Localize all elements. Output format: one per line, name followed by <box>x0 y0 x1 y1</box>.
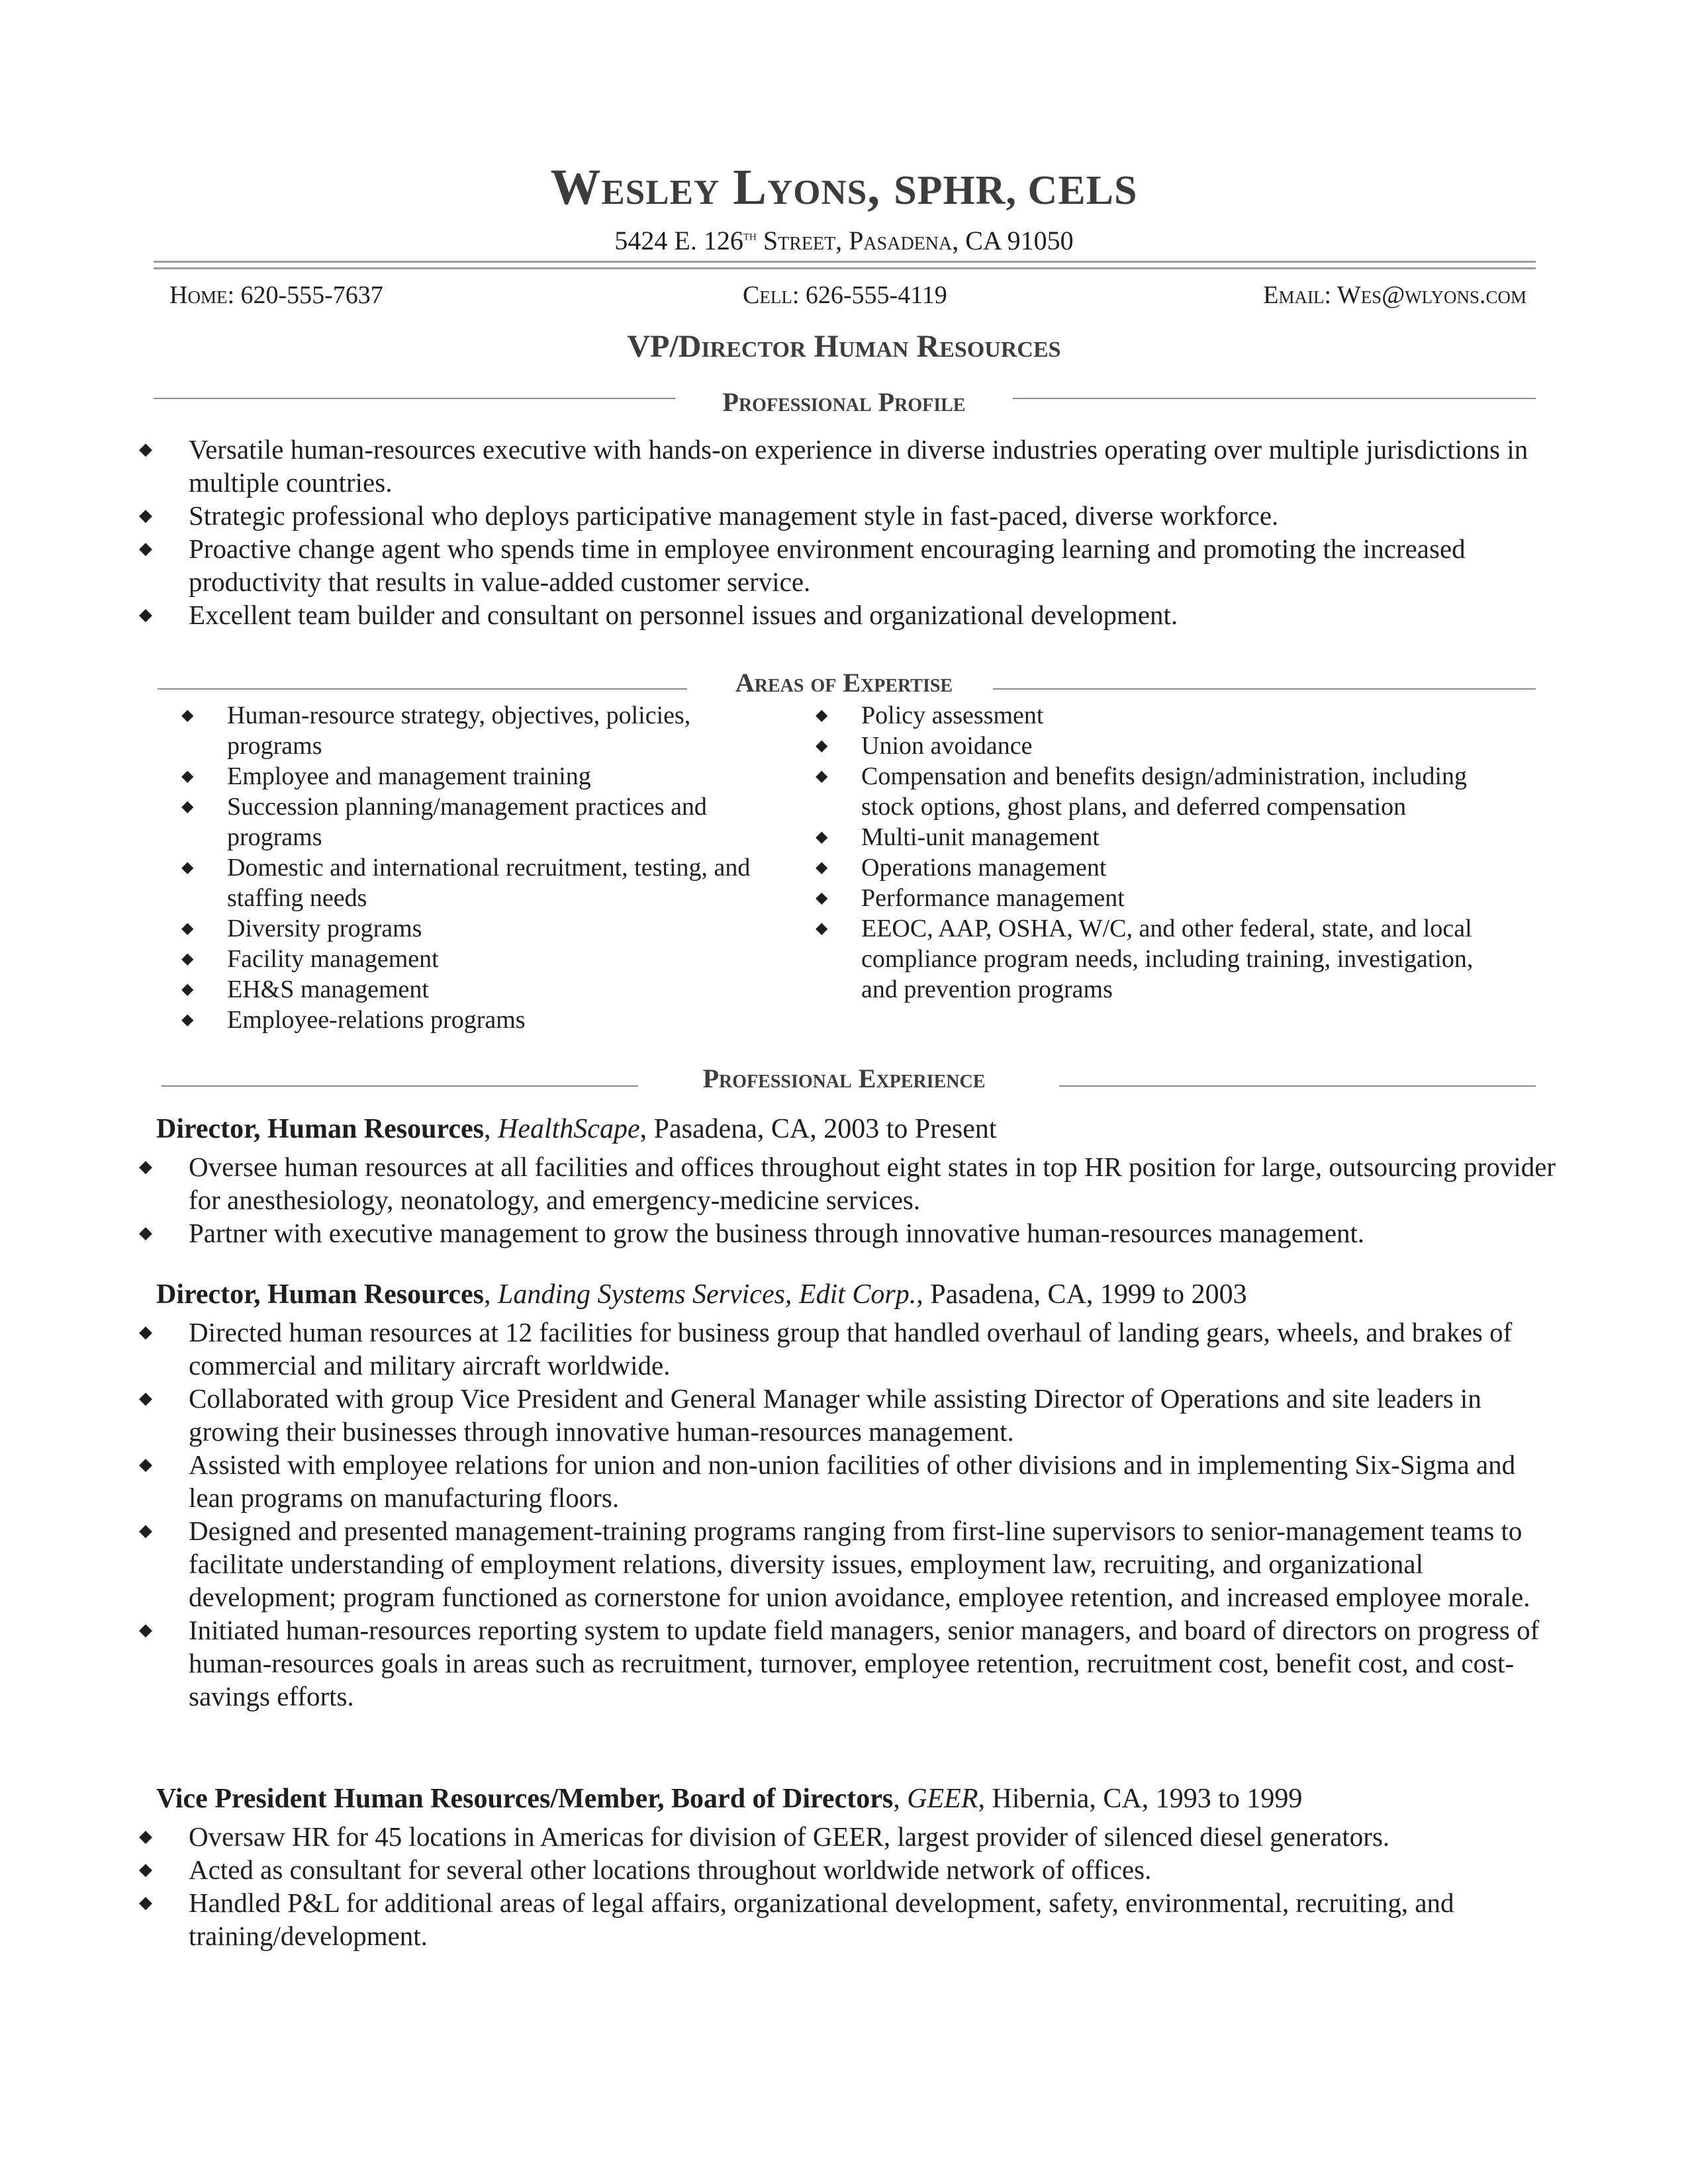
list-item <box>816 731 1511 761</box>
job-company: GEER <box>907 1784 978 1814</box>
list-item <box>181 1005 764 1035</box>
cell-phone: Cell: 626-555-4119 <box>743 281 947 309</box>
list-item <box>816 822 1511 852</box>
list-item <box>139 1316 1562 1382</box>
list-item-text: Facility management <box>227 945 439 973</box>
list-item-text: Acted as consultant for several other locations throughout worldwide network of offices. <box>189 1854 1152 1885</box>
list-item-text: Employee and management training <box>227 762 591 790</box>
list-item-text: Compensation and benefits design/administration, including stock options, ghost plans, and deferred compensation <box>861 762 1468 821</box>
list-item <box>139 1382 1562 1448</box>
job-heading <box>156 1783 1302 1815</box>
diamond-bullet-icon: ◆ <box>816 768 828 785</box>
profile-list <box>139 433 1549 631</box>
expertise-list-right <box>816 700 1511 1005</box>
list-item-text: Oversaw HR for 45 locations in Americas for division of GEER, largest provider of silenced diesel generators. <box>189 1821 1390 1852</box>
diamond-bullet-icon: ◆ <box>816 859 828 876</box>
job-details: , Hibernia, CA, 1993 to 1999 <box>978 1784 1303 1814</box>
list-item-text: Directed human resources at 12 facilities for business group that handled overhaul of landing gears, wheels, and brakes of commercial and military aircraft worldwide. <box>189 1317 1513 1381</box>
header-rule-top <box>154 261 1536 263</box>
job-title: Director, Human Resources <box>156 1114 484 1144</box>
list-item-text: Domestic and international recruitment, testing, and staffing needs <box>227 854 751 912</box>
list-item-text: Proactive change agent who spends time in employee environment encouraging learning and promoting the increased productivity that results in value-added customer service. <box>189 533 1466 597</box>
list-item-text: Handled P&L for additional areas of legal affairs, organizational development, safety, environmental, recruiting, and training/development. <box>189 1888 1454 1951</box>
job-bullets <box>139 1150 1562 1250</box>
diamond-bullet-icon: ◆ <box>139 539 152 558</box>
list-item <box>139 598 1549 631</box>
diamond-bullet-icon: ◆ <box>181 981 194 998</box>
list-item-text: Employee-relations programs <box>227 1006 526 1034</box>
list-item-text: Operations management <box>861 854 1107 882</box>
job-title: Director, Human Resources <box>156 1279 484 1310</box>
candidate-name: Wesley Lyons, <box>550 159 881 215</box>
job-bullets <box>139 1316 1562 1713</box>
list-item <box>139 1216 1562 1250</box>
list-item <box>139 1514 1562 1614</box>
header-rule-bottom <box>154 267 1536 269</box>
list-item-text: Diversity programs <box>227 915 422 942</box>
expertise-list-left <box>181 700 764 1035</box>
list-item-text: Excellent team builder and consultant on personnel issues and organizational development. <box>189 600 1178 630</box>
list-item <box>816 883 1511 913</box>
list-item <box>139 1448 1562 1514</box>
address-line <box>0 225 1688 256</box>
address-start: 5424 E. 126 <box>614 226 743 255</box>
list-item <box>139 1150 1562 1216</box>
job-title: Vice President Human Resources/Member, Board of Directors <box>156 1784 894 1814</box>
diamond-bullet-icon: ◆ <box>181 768 194 785</box>
list-item-text: Strategic professional who deploys participative management style in fast-paced, diverse workforce. <box>189 500 1279 531</box>
list-item <box>181 761 764 792</box>
list-item <box>181 913 764 944</box>
list-item <box>181 700 764 761</box>
list-item <box>139 532 1549 598</box>
diamond-bullet-icon: ◆ <box>139 1860 152 1879</box>
list-item <box>139 1886 1562 1952</box>
diamond-bullet-icon: ◆ <box>139 1620 152 1639</box>
job-heading <box>156 1113 997 1145</box>
diamond-bullet-icon: ◆ <box>139 1223 152 1242</box>
job-company: HealthScape <box>498 1114 640 1144</box>
list-item <box>816 700 1511 731</box>
job-heading <box>156 1279 1247 1310</box>
list-item-text: EH&S management <box>227 976 429 1003</box>
job-title-separator: , <box>484 1279 498 1310</box>
list-item-text: Initiated human-resources reporting system to update field managers, senior managers, and board of directors on progress of human-resources goals in areas such as recruitment, turnover, employee retention, recruitment cost, benefit cost, and cost-savings efforts. <box>189 1615 1540 1711</box>
diamond-bullet-icon: ◆ <box>816 920 828 937</box>
list-item-text: Succession planning/management practices and programs <box>227 793 707 851</box>
expertise-heading: Areas of Expertise <box>735 668 953 698</box>
list-item <box>139 1614 1562 1713</box>
experience-heading: Professional Experience <box>702 1064 986 1093</box>
list-item-text: Assisted with employee relations for union and non-union facilities of other divisions and in implementing Six-Sigma and lean programs on manufacturing floors. <box>189 1449 1516 1513</box>
list-item <box>816 761 1511 822</box>
job-title-separator: , <box>484 1114 498 1144</box>
list-item-text: Union avoidance <box>861 732 1033 760</box>
list-item-text: Policy assessment <box>861 702 1044 729</box>
diamond-bullet-icon: ◆ <box>139 1388 152 1408</box>
list-item-text: Oversee human resources at all facilities and offices throughout eight states in top HR position for large, outsourcing provider for anesthesiology, neonatology, and emergency-medicine services. <box>189 1152 1556 1215</box>
address-ordinal: th <box>743 226 757 244</box>
job-title-separator: , <box>893 1784 908 1814</box>
target-title: VP/Director Human Resources <box>627 329 1061 364</box>
diamond-bullet-icon: ◆ <box>181 1011 194 1028</box>
resume-name <box>0 159 1688 216</box>
diamond-bullet-icon: ◆ <box>181 707 194 724</box>
list-item <box>181 944 764 974</box>
list-item-text: Multi-unit management <box>861 823 1100 851</box>
diamond-bullet-icon: ◆ <box>139 1455 152 1474</box>
diamond-bullet-icon: ◆ <box>139 1322 152 1342</box>
profile-heading: Professional Profile <box>722 387 966 417</box>
list-item <box>181 852 764 913</box>
job-details: , Pasadena, CA, 1999 to 2003 <box>916 1279 1247 1310</box>
list-item <box>139 499 1549 532</box>
diamond-bullet-icon: ◆ <box>816 707 828 724</box>
list-item-text: Designed and presented management-training programs ranging from first-line supervisors to senior-management teams to facilitate understanding of employment relations, diversity issues, employment law, recruiting, and organizational development; program functioned as cornerstone for union avoidance, employee retention, and increased employee morale. <box>189 1516 1530 1612</box>
list-item <box>139 433 1549 499</box>
list-item-text: Collaborated with group Vice President and General Manager while assisting Director of Operations and site leaders in growing their businesses through innovative human-resources management. <box>189 1383 1481 1447</box>
diamond-bullet-icon: ◆ <box>181 859 194 876</box>
list-item <box>181 974 764 1005</box>
list-item <box>816 913 1511 1005</box>
list-item-text: Versatile human-resources executive with hands-on experience in diverse industries operating over multiple jurisdictions in multiple countries. <box>189 434 1528 498</box>
list-item <box>181 792 764 852</box>
diamond-bullet-icon: ◆ <box>139 439 152 459</box>
list-item <box>139 1853 1562 1886</box>
job-bullets <box>139 1820 1562 1952</box>
list-item-text: Human-resource strategy, objectives, policies, programs <box>227 702 691 760</box>
diamond-bullet-icon: ◆ <box>181 920 194 937</box>
home-phone: Home: 620-555-7637 <box>169 281 383 309</box>
candidate-credentials: SPHR, CELS <box>894 168 1138 213</box>
diamond-bullet-icon: ◆ <box>816 889 828 907</box>
job-details: , Pasadena, CA, 2003 to Present <box>639 1114 997 1144</box>
diamond-bullet-icon: ◆ <box>139 1521 152 1540</box>
job-company: Landing Systems Services, Edit Corp. <box>498 1279 917 1310</box>
list-item <box>139 1820 1562 1853</box>
list-item-text: EEOC, AAP, OSHA, W/C, and other federal, state, and local compliance program needs, including training, investigation, and prevention programs <box>861 915 1474 1003</box>
list-item <box>816 852 1511 883</box>
list-item-text: Performance management <box>861 884 1125 912</box>
diamond-bullet-icon: ◆ <box>181 950 194 968</box>
diamond-bullet-icon: ◆ <box>139 605 152 624</box>
diamond-bullet-icon: ◆ <box>139 1157 152 1176</box>
address-end: Street, Pasadena, CA 91050 <box>756 226 1074 255</box>
email-address[interactable]: Email: Wes@wlyons.com <box>1263 281 1526 309</box>
diamond-bullet-icon: ◆ <box>816 737 828 754</box>
diamond-bullet-icon: ◆ <box>139 506 152 525</box>
diamond-bullet-icon: ◆ <box>139 1827 152 1846</box>
diamond-bullet-icon: ◆ <box>816 829 828 846</box>
diamond-bullet-icon: ◆ <box>139 1893 152 1912</box>
diamond-bullet-icon: ◆ <box>181 798 194 815</box>
list-item-text: Partner with executive management to grow the business through innovative human-resources management. <box>189 1218 1365 1248</box>
